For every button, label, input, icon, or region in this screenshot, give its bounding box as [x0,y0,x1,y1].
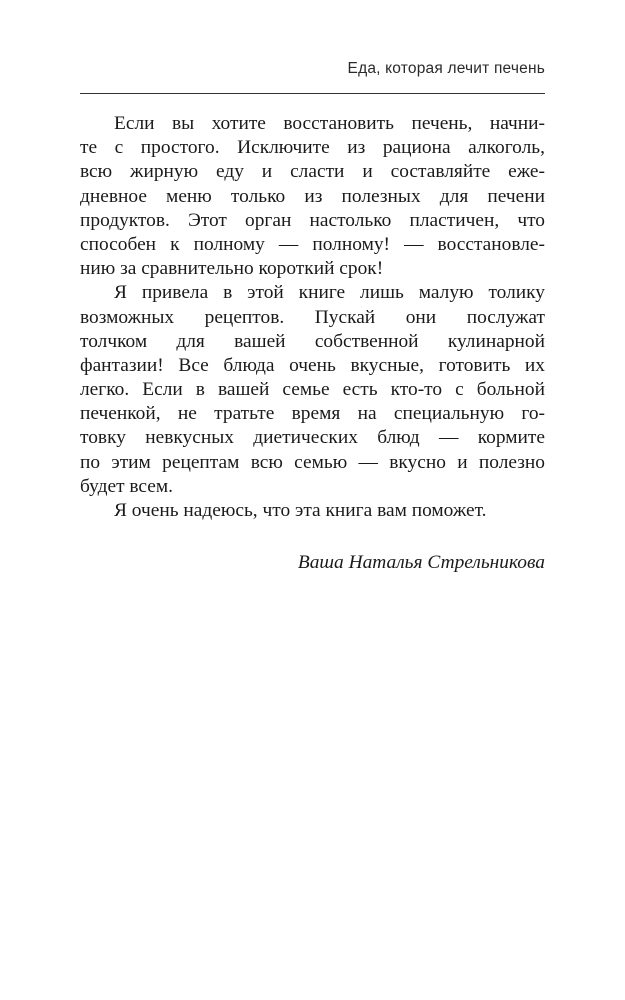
text-line: возможных рецептов. Пускай они послужат [80,306,545,328]
text-line: по этим рецептам всю семью — вкусно и полезно [80,451,545,473]
header-rule [80,93,545,94]
text-line: Если вы хотите восстановить печень, начни- [114,113,545,134]
text-line: толчком для вашей собственной кулинарной [80,330,545,352]
text-line: всю жирную еду и сласти и составляйте еже- [80,161,545,183]
text-line: продуктов. Этот орган настолько пластичен, что [80,209,545,231]
body-text [80,112,545,523]
text-line: дневное меню только из полезных для печени [80,185,545,207]
text-line: товку невкусных диетических блюд — кормите [80,427,545,449]
text-line: печенкой, не тратьте время на специальную го- [80,403,545,425]
text-line: те с простого. Исключите из рациона алкоголь, [80,137,545,159]
text-line: Я привела в этой книге лишь малую толику [114,282,545,304]
text-line: будет всем. [80,475,174,497]
text-line: легко. Если в вашей семье есть кто-то с больной [80,379,545,401]
text-line: Я очень надеюсь, что эта книга вам поможет. [114,500,487,521]
text-line: нию за сравнительно короткий срок! [80,258,384,280]
text-line: фантазии! Все блюда очень вкусные, готовить их [80,354,545,376]
signature: Ваша Наталья Стрельникова [297,552,545,573]
text-line: способен к полному — полному! — восстановле- [80,233,545,255]
running-head: Еда, которая лечит печень [347,60,545,77]
